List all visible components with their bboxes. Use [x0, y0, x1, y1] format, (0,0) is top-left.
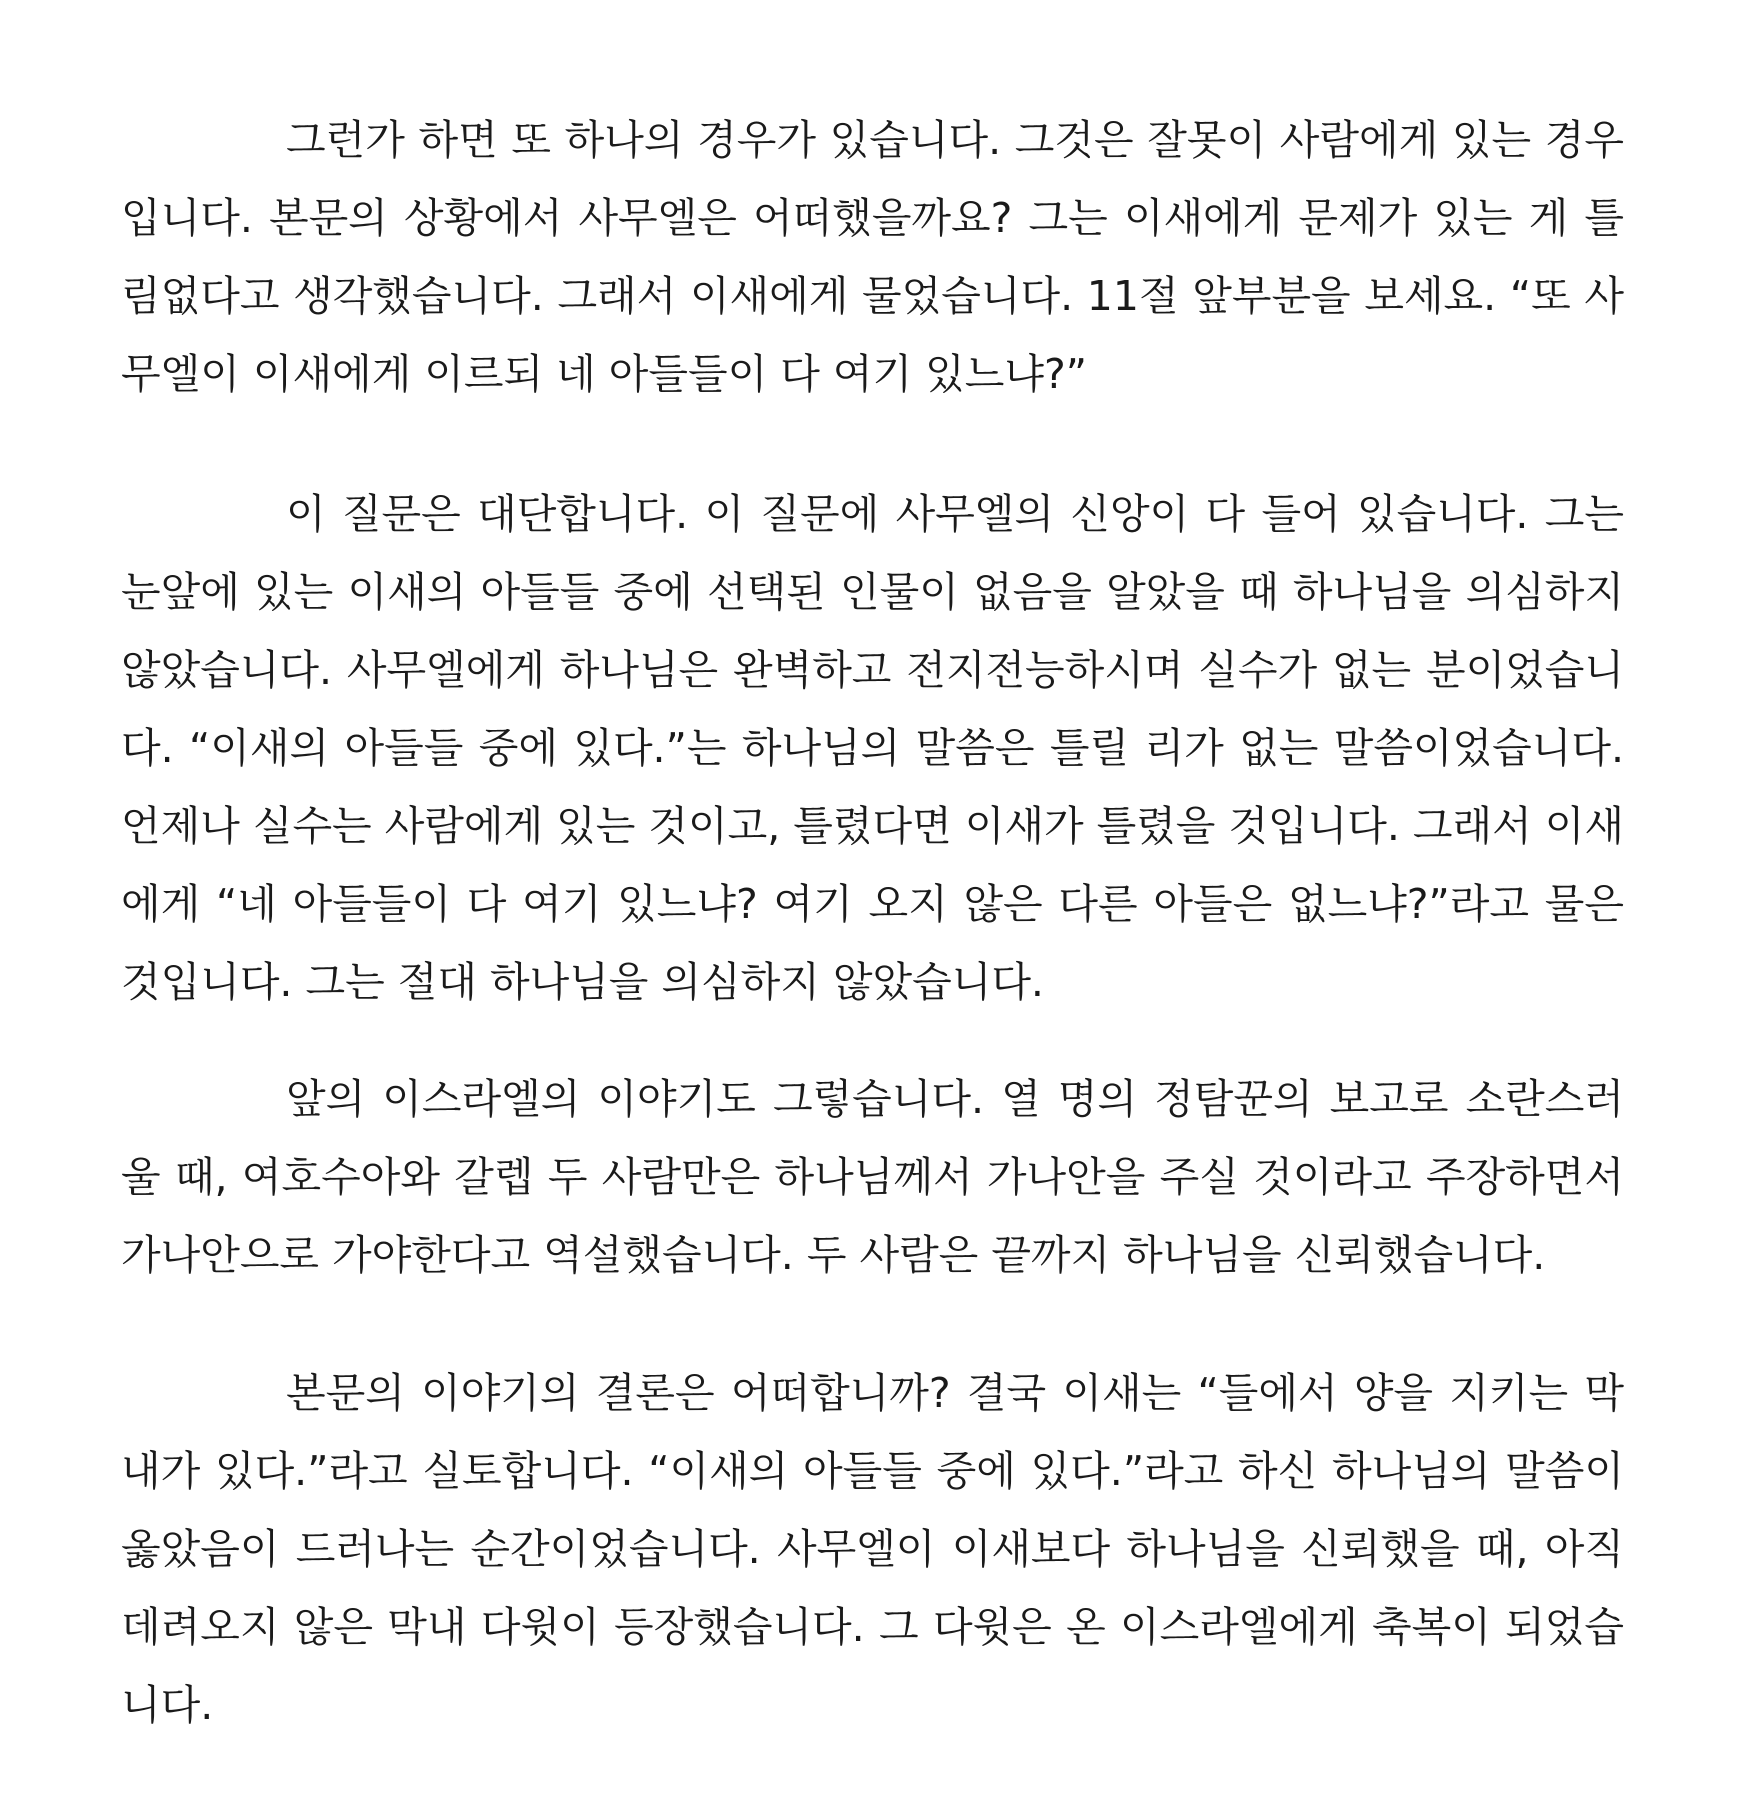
paragraph-3: 앞의 이스라엘의 이야기도 그렇습니다. 열 명의 정탐꾼의 보고로 소란스러울 때, 여호수아와 갈렙 두 사람만은 하나님께서 가나안을 주실 것이라고 주장하면서 가나안으로 가야한다고 역설했습니다. 두 사람은 끝까지 하나님을 신뢰했습니다.: [121, 1075, 1624, 1279]
paragraph-2: 이 질문은 대단합니다. 이 질문에 사무엘의 신앙이 다 들어 있습니다. 그는 눈앞에 있는 이새의 아들들 중에 선택된 인물이 없음을 알았을 때 하나님을 의심하지 않았습니다. 사무엘에게 하나님은 완벽하고 전지전능하시며 실수가 없는 분이었습니다. “이새의 아들들 중에 있다.”는 하나님의 말씀은 틀릴 리가 없는 말씀이었습니다. 언제나 실수는 사람에게 있는 것이고, 틀렸다면 이새가 틀렸을 것입니다. 그래서 이새에게 “네 아들들이 다 여기 있느냐? 여기 오지 않은 다른 아들은 없느냐?”라고 물은 것입니다. 그는 절대 하나님을 의심하지 않았습니다.: [121, 490, 1624, 1006]
paragraph-1: 그런가 하면 또 하나의 경우가 있습니다. 그것은 잘못이 사람에게 있는 경우입니다. 본문의 상황에서 사무엘은 어떠했을까요? 그는 이새에게 문제가 있는 게 틀림없다고 생각했습니다. 그래서 이새에게 물었습니다. 11절 앞부분을 보세요. “또 사무엘이 이새에게 이르되 네 아들들이 다 여기 있느냐?”: [121, 116, 1624, 398]
paragraph-4: 본문의 이야기의 결론은 어떠합니까? 결국 이새는 “들에서 양을 지키는 막내가 있다.”라고 실토합니다. “이새의 아들들 중에 있다.”라고 하신 하나님의 말씀이 옳았음이 드러나는 순간이었습니다. 사무엘이 이새보다 하나님을 신뢰했을 때, 아직 데려오지 않은 막내 다윗이 등장했습니다. 그 다윗은 온 이스라엘에게 축복이 되었습니다.: [121, 1369, 1624, 1729]
